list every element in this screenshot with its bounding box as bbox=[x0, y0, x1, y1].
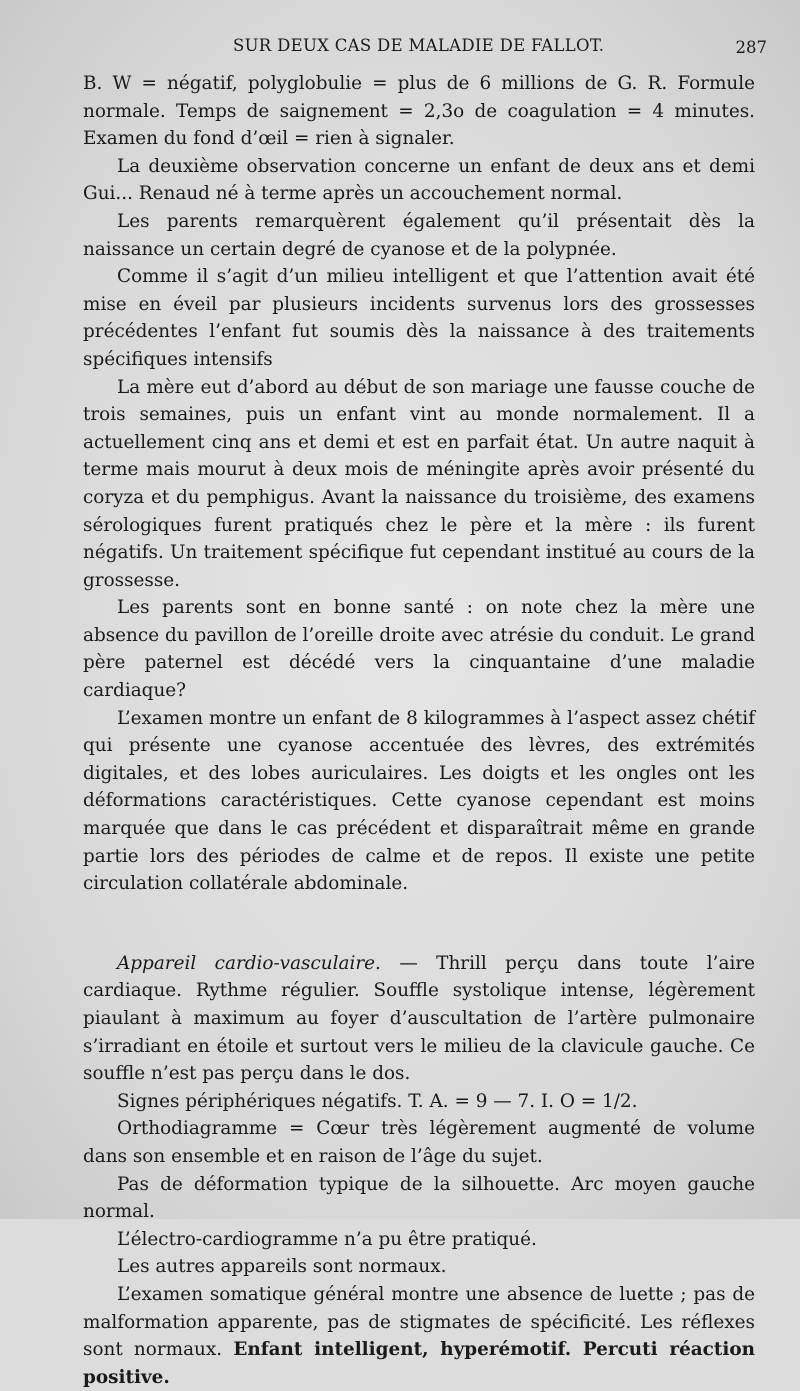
paragraph: Les parents remarquèrent également qu’il présentait dès la naissance un certain degré de cyanose et de la polypnée. bbox=[83, 210, 755, 260]
paragraph: Pas de déformation typique de la silhouette. Arc moyen gauche normal. bbox=[83, 1173, 755, 1223]
section-heading: Appareil cardio-vasculaire. bbox=[117, 952, 381, 974]
final-paragraph-bold: Enfant intelligent, hyperémotif. Percuti réaction positive. bbox=[83, 1339, 755, 1388]
final-paragraph-text: L’examen somatique général montre une absence de luette ; pas de malformation apparente, pas de stigmates de spécificité. Les réflexes sont normaux. bbox=[83, 1283, 755, 1361]
section-gap bbox=[83, 898, 755, 950]
paragraph: B. W = négatif, polyglobulie = plus de 6 millions de G. R. Formule normale. Temps de saignement = 2,3o de coagulation = 4 minutes. Examen du fond d’œil = rien à signaler. bbox=[83, 73, 755, 150]
paragraph: L’examen montre un enfant de 8 kilogrammes à l’aspect assez chétif qui présente une cyanose accentuée des lèvres, des extrémités digitales, et des lobes auriculaires. Les doigts et les ongles ont les déformations caractéristiques. Cette cyanose cependant est moins marquée que dans le cas précédent et disparaîtrait même en grande partie lors des périodes de calme et de repos. Il existe une petite circulation collatérale abdominale. bbox=[83, 707, 755, 895]
body-text bbox=[83, 70, 755, 1391]
final-paragraph bbox=[83, 1281, 755, 1391]
paragraph: La mère eut d’abord au début de son mariage une fausse couche de trois semaines, puis un enfant vint au monde normalement. Il a actuellement cinq ans et demi et est en parfait état. Un autre naquit à terme mais mourut à deux mois de méningite après avoir présenté du coryza et du pemphigus. Avant la naissance du troisième, des examens sérologiques furent pratiqués chez le père et la mère : ils furent négatifs. Un traitement spécifique fut cependant institué au cours de la grossesse. bbox=[83, 376, 755, 591]
paragraph: Signes périphériques négatifs. T. A. = 9 — 7. I. O = 1/2. bbox=[117, 1090, 638, 1112]
section-paragraph bbox=[83, 950, 755, 1088]
paragraph: Les autres appareils sont normaux. bbox=[117, 1256, 447, 1278]
page-number: 287 bbox=[735, 38, 767, 57]
page-header bbox=[0, 36, 800, 64]
section-text: — Thrill perçu dans toute l’aire cardiaque. Rythme régulier. Souffle systolique intense, légèrement piaulant à maximum au foyer d’auscultation de l’artère pulmonaire s’irradiant en étoile et surtout vers le milieu de la clavicule gauche. Ce souffle n’est pas perçu dans le dos. bbox=[83, 952, 755, 1085]
paragraph: La deuxième observation concerne un enfant de deux ans et demi Gui... Renaud né à terme après un accouchement normal. bbox=[83, 155, 755, 205]
paragraph: Les parents sont en bonne santé : on note chez la mère une absence du pavillon de l’oreille droite avec atrésie du conduit. Le grand père paternel est décédé vers la cinquantaine d’une maladie cardiaque? bbox=[83, 597, 755, 702]
running-title: SUR DEUX CAS DE MALADIE DE FALLOT. bbox=[233, 36, 605, 55]
paragraph: L’électro-cardiogramme n’a pu être pratiqué. bbox=[117, 1228, 537, 1250]
paragraph: Orthodiagramme = Cœur très légèrement augmenté de volume dans son ensemble et en raison de l’âge du sujet. bbox=[83, 1118, 755, 1167]
paragraph: Comme il s’agit d’un milieu intelligent et que l’attention avait été mise en éveil par plusieurs incidents survenus lors des grossesses précédentes l’enfant fut soumis dès la naissance à des traitements spécifiques intensifs bbox=[83, 266, 755, 370]
